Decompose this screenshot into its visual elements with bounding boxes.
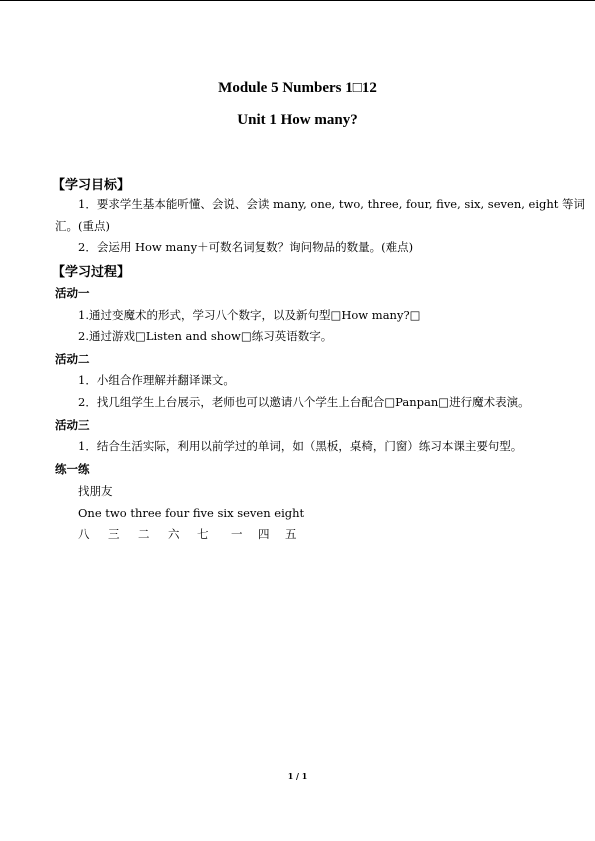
chinese-number: 二: [138, 527, 150, 541]
page-number: 1 / 1: [287, 771, 308, 781]
process-heading: 【学习过程】: [52, 265, 131, 280]
activity-1-title: 活动一: [55, 286, 90, 300]
objectives-heading: 【学习目标】: [52, 178, 131, 193]
practice-instruction: 找朋友: [78, 484, 113, 498]
activity-2-title: 活动二: [55, 352, 90, 366]
practice-chinese-numbers: [78, 526, 312, 542]
top-rule: [0, 0, 595, 1]
activity-2-line-1: 1．小组合作理解并翻译课文。: [78, 373, 235, 387]
page-title: Module 5 Numbers 1□12: [218, 80, 377, 96]
activity-1-line-2: 2.通过游戏□Listen and show□练习英语数字。: [78, 329, 333, 343]
activity-3-title: 活动三: [55, 418, 90, 432]
objective-1-line-2: 汇。(重点): [55, 219, 110, 233]
activity-3-line-1: 1．结合生活实际，利用以前学过的单词，如（黑板，桌椅，门窗）练习本课主要句型。: [78, 439, 523, 453]
chinese-number: 一: [231, 527, 243, 541]
chinese-number: 四: [258, 527, 270, 541]
chinese-number: 七: [197, 527, 209, 541]
chinese-number: 八: [78, 527, 90, 541]
activity-2-line-2: 2．找几组学生上台展示，老师也可以邀请八个学生上台配合□Panpan□进行魔术表演。: [78, 395, 530, 409]
practice-english-words: One two three four five six seven eight: [78, 506, 305, 520]
page-subtitle: Unit 1 How many?: [237, 112, 358, 128]
objective-1-line-1: 1．要求学生基本能听懂、会说、会读 many, one, two, three, four, five, six, seven, eight 等词: [78, 197, 586, 211]
objective-2: 2．会运用 How many＋可数名词复数？询问物品的数量。(难点): [78, 240, 414, 254]
practice-title: 练一练: [55, 462, 90, 476]
chinese-number: 六: [168, 527, 180, 541]
activity-1-line-1: 1.通过变魔术的形式，学习八个数字，以及新句型□How many?□: [78, 308, 421, 322]
chinese-number: 三: [108, 527, 120, 541]
chinese-number: 五: [285, 527, 297, 541]
